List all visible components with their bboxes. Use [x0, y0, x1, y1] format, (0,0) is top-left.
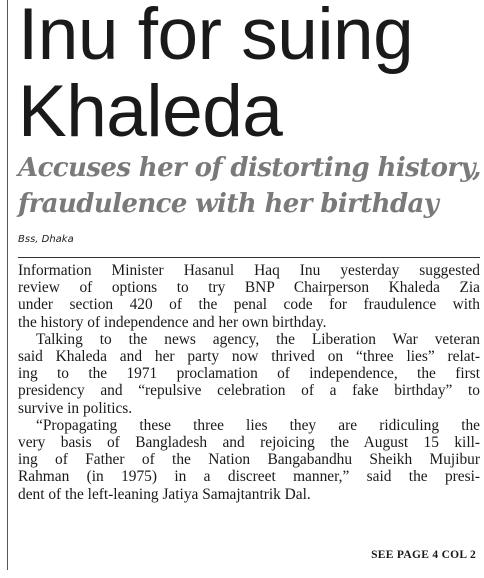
- column-rule: [7, 0, 8, 570]
- continuation-jump-label: SEE PAGE 4 COL 2: [371, 549, 476, 561]
- headline-line: Inu for suing: [18, 0, 414, 75]
- subheadline-line: Accuses her of distorting history,: [18, 153, 481, 183]
- body-line: Information Minister Hasanul Haq Inu yesterday suggested: [18, 262, 480, 279]
- subheadline: [18, 150, 484, 222]
- body-line: presidency and “repulsive celebration of a fake birthday” to: [18, 382, 480, 400]
- subheadline-line: fraudulence with her birthday: [18, 189, 439, 219]
- body-line: under section 420 of the penal code for fraudulence with: [18, 296, 480, 314]
- body-line: Rahman (in 1975) in a discreet manner,” said the presi-: [18, 468, 480, 486]
- body-line: “Propagating these three lies they are ridiculing the: [36, 416, 480, 434]
- body-line: Talking to the news agency, the Liberation War veteran: [36, 330, 480, 348]
- article-body: [18, 262, 480, 503]
- body-line: ing of Father of the Nation Bangabandhu Sheikh Mujibur: [18, 451, 480, 469]
- divider: [18, 257, 480, 258]
- body-line: ing to the 1971 proclamation of independence, the first: [18, 365, 480, 383]
- body-line: the history of independence and her own birthday.: [18, 313, 327, 331]
- body-line: said Khaleda and her party now thrived on “three lies” relat-: [18, 348, 480, 366]
- byline: Bss, Dhaka: [18, 234, 74, 245]
- body-line: very basis of Bangladesh and rejoicing the August 15 kill-: [18, 434, 480, 452]
- headline-line: Khaleda: [18, 71, 283, 152]
- body-line: survive in politics.: [18, 399, 133, 417]
- headline: [18, 0, 484, 150]
- body-line: review of options to try BNP Chairperson Khaleda Zia: [18, 279, 480, 297]
- body-line: dent of the left-leaning Jatiya Samajtantrik Dal.: [18, 485, 311, 503]
